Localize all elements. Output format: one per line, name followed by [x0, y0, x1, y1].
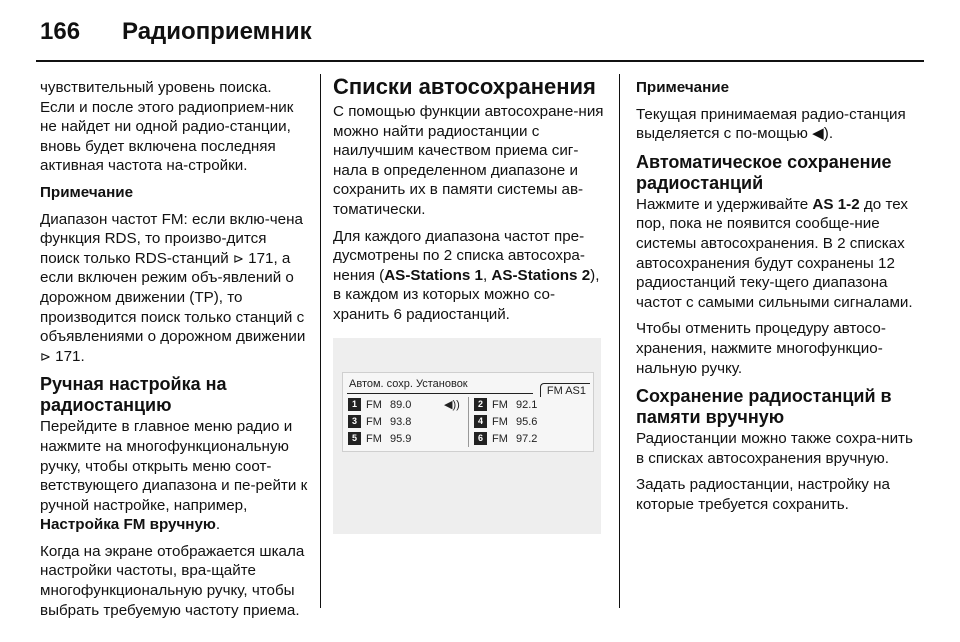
speaker-icon: ◀)	[812, 125, 829, 143]
note-label: Примечание	[40, 183, 134, 201]
heading-autostore-lists: Списки автосохранения	[333, 74, 596, 99]
manual-save-paragraph: Радиостанции можно также сохра-нить в списках автосохранения вручную.	[636, 430, 913, 467]
speaker-icon: ◀))	[444, 399, 460, 411]
preset-slot-6[interactable]: 6 FM 97.2	[474, 431, 592, 448]
screen-title-rule	[347, 393, 533, 394]
menu-item-manual-fm: Настройка FM вручную	[40, 516, 216, 534]
column-1	[40, 78, 308, 627]
band-list-badge: FM AS1	[540, 383, 590, 397]
as-1-2-button-label: AS 1-2	[812, 195, 860, 213]
autostore-lists-paragraph: Для каждого диапазона частот пре-дусмотрены по 2 списка автосохра-нения (AS-Stations 1, AS-Stations 2), в каждом из которых можно со-хранить 6 радиостанций.	[333, 227, 600, 323]
screen-title: Автом. сохр. Установок	[349, 378, 468, 390]
preset-slot-4[interactable]: 4 FM 95.6	[474, 414, 592, 431]
note-rds: Диапазон частот FM: если вклю-чена функция RDS, то произво-дится поиск только RDS-станций ⊳ 171, а если включен режим объ-явлений о дорожном движении (TP), то производится поиск только станций с объявлениями о дорожном движении ⊳ 171.	[40, 210, 306, 365]
page-header	[40, 18, 920, 60]
cancel-paragraph: Чтобы отменить процедуру автосо-хранения, нажмите многофункцио-нальную ручку.	[636, 320, 886, 377]
preset-slot-3[interactable]: 3 FM 93.8	[348, 414, 466, 431]
heading-manual-save: Сохранение радиостанций в памяти вручную	[636, 386, 892, 428]
radio-screen	[342, 372, 594, 452]
auto-save-paragraph: Нажмите и удерживайте AS 1-2 до тех пор, пока не появится сообще-ние системы автосохранения. В 2 списках автосохранения будут сохранены 12 радиостанций теку-щего диапазона частот с самыми сильными сигналами.	[636, 195, 913, 311]
page-title: Радиоприемник	[122, 18, 312, 45]
autostore-intro: С помощью функции автосохране-ния можно найти радиостанции с наилучшим качеством приема сиг-нала в определенном диапазоне и сохранить их в памяти системы ав-томатически.	[333, 103, 604, 218]
slot-divider	[468, 397, 469, 447]
page-ref-link[interactable]: 171	[55, 347, 81, 365]
arrow-ref-icon: ⊳	[40, 348, 51, 364]
column-3	[636, 78, 920, 522]
scale-paragraph: Когда на экране отображается шкала настройки частоты, вра-щайте многофункциональную ручку, чтобы выбрать требуемую частоту приема.	[40, 542, 305, 619]
search-paragraph: чувствительный уровень поиска. Если и после этого радиоприем-ник не найдет ни одной радио-станции, вновь будет включена последняя активная частота на-стройки.	[40, 79, 294, 175]
column-divider-2	[619, 74, 620, 608]
arrow-ref-icon: ⊳	[233, 250, 244, 266]
header-rule	[36, 60, 924, 62]
preset-slot-2[interactable]: 2 FM 92.1	[474, 397, 592, 414]
page-number: 166	[40, 18, 81, 45]
as-stations-1-label: AS-Stations 1	[384, 266, 483, 284]
manual-tuning-paragraph: Перейдите в главное меню радио и нажмите на многофункциональную ручку, чтобы открыть меню соот-ветствующего диапазона и пе-рейти к ручной настройке, например, Настройка FM вручную.	[40, 418, 308, 534]
set-station-paragraph: Задать радиостанции, настройку на которые требуется сохранить.	[636, 476, 890, 513]
column-2	[333, 74, 608, 332]
heading-auto-save: Автоматическое сохранение радиостанций	[636, 151, 892, 193]
preset-slot-1[interactable]: 1 FM 89.0 ◀))	[348, 397, 466, 414]
note-label: Примечание	[636, 79, 730, 96]
as-stations-2-label: AS-Stations 2	[491, 266, 591, 284]
column-divider-1	[320, 74, 321, 608]
heading-manual-tuning: Ручная настройка на радиостанцию	[40, 374, 227, 416]
page-ref-link[interactable]: 171	[248, 249, 274, 267]
preset-slot-5[interactable]: 5 FM 95.9	[348, 431, 466, 448]
note-current-station: Текущая принимаемая радио-станция выделяется с по-мощью ◀).	[636, 105, 906, 143]
